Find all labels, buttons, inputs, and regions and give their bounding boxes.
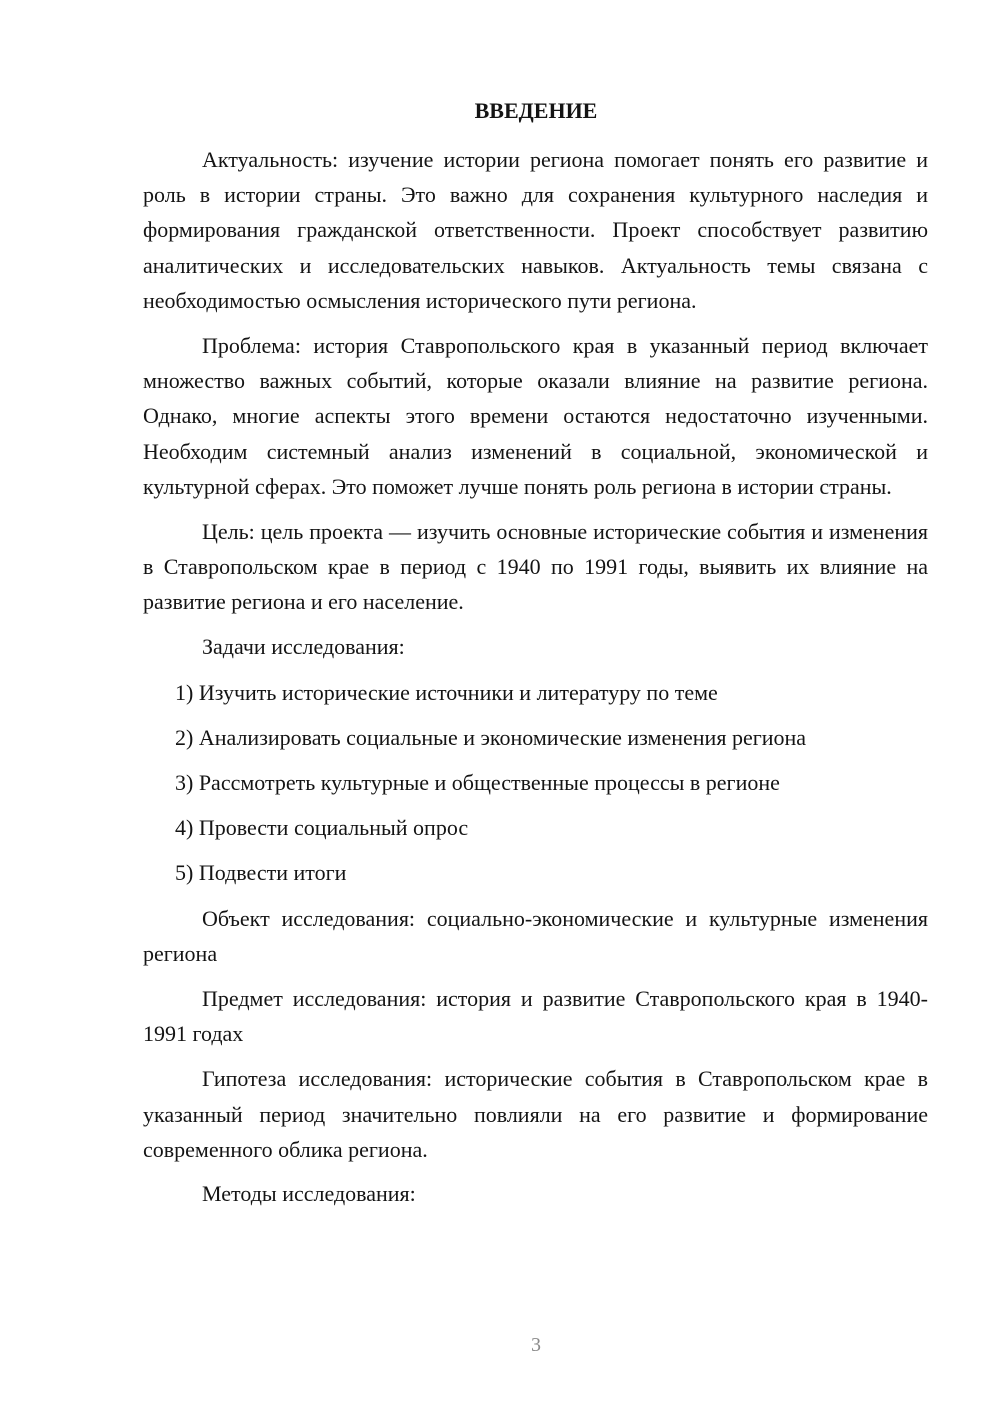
page-number: 3 [531, 1334, 541, 1356]
task-item: 4) Провести социальный опрос [175, 814, 469, 840]
task-item: 2) Анализировать социальные и экономические изменения региона [175, 724, 807, 750]
goal-paragraph: Цель: цель проекта — изучить основные исторические события и изменения в Ставропольском крае в период с 1940 по 1991 годы, выявить их влияние на развитие региона и его население. [143, 519, 928, 615]
task-item: 3) Рассмотреть культурные и общественные процессы в регионе [175, 769, 780, 795]
object-paragraph: Объект исследования: социально-экономические и культурные изменения региона [143, 905, 928, 966]
methods-label: Методы исследования: [202, 1181, 416, 1207]
relevance-paragraph: Актуальность: изучение истории региона помогает понять его развитие и роль в истории страны. Это важно для сохранения культурного наследия и формирования гражданской ответственности. Проект способствует развитию аналитических и исследовательских навыков. Актуальность темы связана с необходимостью осмысления исторического пути региона. [143, 147, 928, 313]
page-content [143, 142, 928, 1223]
task-item: 5) Подвести итоги [175, 859, 347, 885]
hypothesis-paragraph: Гипотеза исследования: исторические события в Ставропольском крае в указанный период значительно повлияли на его развитие и формирование современного облика региона. [143, 1066, 928, 1162]
subject-paragraph: Предмет исследования: история и развитие Ставропольского края в 1940-1991 годах [143, 986, 928, 1047]
problem-paragraph: Проблема: история Ставропольского края в указанный период включает множество важных событий, которые оказали влияние на развитие региона. Однако, многие аспекты этого времени остаются недостаточно изученными. Необходим системный анализ изменений в социальной, экономической и культурной сферах. Это поможет лучше понять роль региона в истории страны. [143, 333, 928, 499]
task-item: 1) Изучить исторические источники и литературу по теме [175, 679, 718, 705]
page-title: ВВЕДЕНИЕ [474, 98, 598, 123]
tasks-label: Задачи исследования: [202, 633, 405, 659]
